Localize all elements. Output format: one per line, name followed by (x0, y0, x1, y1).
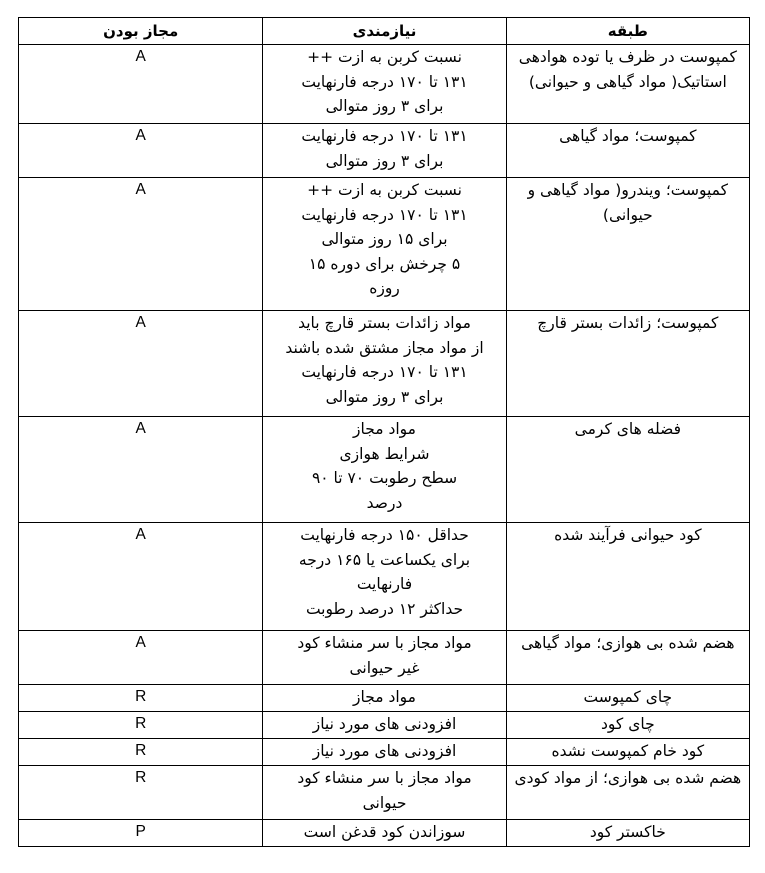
allowed-cell: A (19, 311, 263, 417)
requirement-line: روزه (369, 279, 400, 297)
table-header-row (19, 18, 750, 45)
class-cell: هضم شده بی هوازی؛ از مواد کودی (506, 766, 749, 820)
requirement-cell (263, 311, 506, 417)
table-row (19, 311, 750, 417)
allowed-cell: A (19, 417, 263, 523)
allowed-cell: R (19, 685, 263, 712)
requirement-line: مواد مجاز با سر منشاء کود (297, 769, 472, 787)
requirement-line: مواد مجاز با سر منشاء کود (297, 634, 472, 652)
requirements-table (18, 17, 750, 847)
table-row (19, 124, 750, 178)
class-cell: کود خام کمپوست نشده (506, 739, 749, 766)
requirement-line: ۱۳۱ تا ۱۷۰ درجه فارنهایت (301, 205, 468, 224)
table-row (19, 766, 750, 820)
header-allowed: مجاز بودن (19, 18, 263, 45)
class-cell: هضم شده بی هوازی؛ مواد گیاهی (506, 631, 749, 685)
requirement-cell (263, 45, 506, 124)
header-class: طبقه (506, 18, 749, 45)
allowed-cell: R (19, 712, 263, 739)
requirement-line: شرایط هوازی (339, 444, 430, 463)
class-cell: کمپوست؛ مواد گیاهی (506, 124, 749, 178)
requirement-line: از مواد مجاز مشتق شده باشند (285, 338, 484, 357)
requirement-line: فارنهایت (356, 575, 413, 593)
requirement-line: ۱۳۱ تا ۱۷۰ درجه فارنهایت (301, 127, 468, 145)
table-row (19, 417, 750, 523)
requirement-line: درصد (366, 493, 403, 512)
requirement-line: برای ۳ روز متوالی (325, 151, 444, 170)
requirement-line: حیوانی (362, 793, 407, 812)
requirement-line: برای ۱۵ روز متوالی (321, 230, 448, 248)
requirement-cell (263, 523, 506, 631)
requirement-line: مواد مجاز (353, 420, 416, 438)
allowed-cell: P (19, 820, 263, 847)
requirement-cell (263, 820, 506, 847)
requirement-line: نسبت کربن به ازت ++ (307, 181, 462, 199)
allowed-cell: A (19, 631, 263, 685)
requirement-cell (263, 417, 506, 523)
requirement-line: ۱۳۱ تا ۱۷۰ درجه فارنهایت (301, 72, 468, 91)
header-requirement: نیازمندی (263, 18, 506, 45)
allowed-cell: A (19, 45, 263, 124)
requirement-cell (263, 178, 506, 311)
requirement-line: غیر حیوانی (349, 658, 420, 677)
class-cell: کمپوست؛ ویندرو( مواد گیاهی و حیوانی) (506, 178, 749, 311)
table-row (19, 712, 750, 739)
table-row (19, 820, 750, 847)
allowed-cell: R (19, 766, 263, 820)
requirement-line: افزودنی های مورد نیاز (312, 742, 457, 760)
allowed-cell: A (19, 523, 263, 631)
requirement-line: نسبت کربن به ازت ++ (307, 48, 462, 66)
requirement-cell (263, 766, 506, 820)
class-cell: کود حیوانی فرآیند شده (506, 523, 749, 631)
class-cell: فضله های کرمی (506, 417, 749, 523)
class-cell: کمپوست؛ زائدات بستر قارچ (506, 311, 749, 417)
requirement-cell (263, 631, 506, 685)
class-cell: کمپوست در ظرف یا توده هوادهی استاتیک( مواد گیاهی و حیوانی) (506, 45, 749, 124)
allowed-cell: R (19, 739, 263, 766)
requirement-line: حداکثر ۱۲ درصد رطوبت (305, 599, 464, 618)
requirement-line: برای ۳ روز متوالی (325, 387, 444, 406)
class-cell: چای کود (506, 712, 749, 739)
requirement-line: حداقل ۱۵۰ درجه فارنهایت (300, 526, 469, 544)
requirement-line: سوزاندن کود قدغن است (303, 823, 466, 841)
requirement-cell (263, 124, 506, 178)
requirement-line: ۵ چرخش برای دوره ۱۵ (308, 254, 461, 273)
table-body (19, 45, 750, 847)
table-row (19, 685, 750, 712)
allowed-cell: A (19, 124, 263, 178)
requirement-cell (263, 712, 506, 739)
requirement-line: سطح رطوبت ۷۰ تا ۹۰ (311, 469, 458, 487)
table-row (19, 739, 750, 766)
class-cell: چای کمپوست (506, 685, 749, 712)
requirement-line: برای ۳ روز متوالی (325, 97, 444, 115)
requirement-line: افزودنی های مورد نیاز (312, 715, 457, 733)
table-row (19, 523, 750, 631)
table-row (19, 631, 750, 685)
allowed-cell: A (19, 178, 263, 311)
table-row (19, 45, 750, 124)
requirement-cell (263, 685, 506, 712)
requirement-line: مواد مجاز (353, 688, 416, 706)
class-cell: خاکستر کود (506, 820, 749, 847)
requirement-line: برای یکساعت یا ۱۶۵ درجه (298, 550, 471, 569)
requirement-cell (263, 739, 506, 766)
table-row (19, 178, 750, 311)
requirement-line: مواد زائدات بستر قارچ باید (298, 314, 471, 332)
requirement-line: ۱۳۱ تا ۱۷۰ درجه فارنهایت (301, 363, 468, 381)
